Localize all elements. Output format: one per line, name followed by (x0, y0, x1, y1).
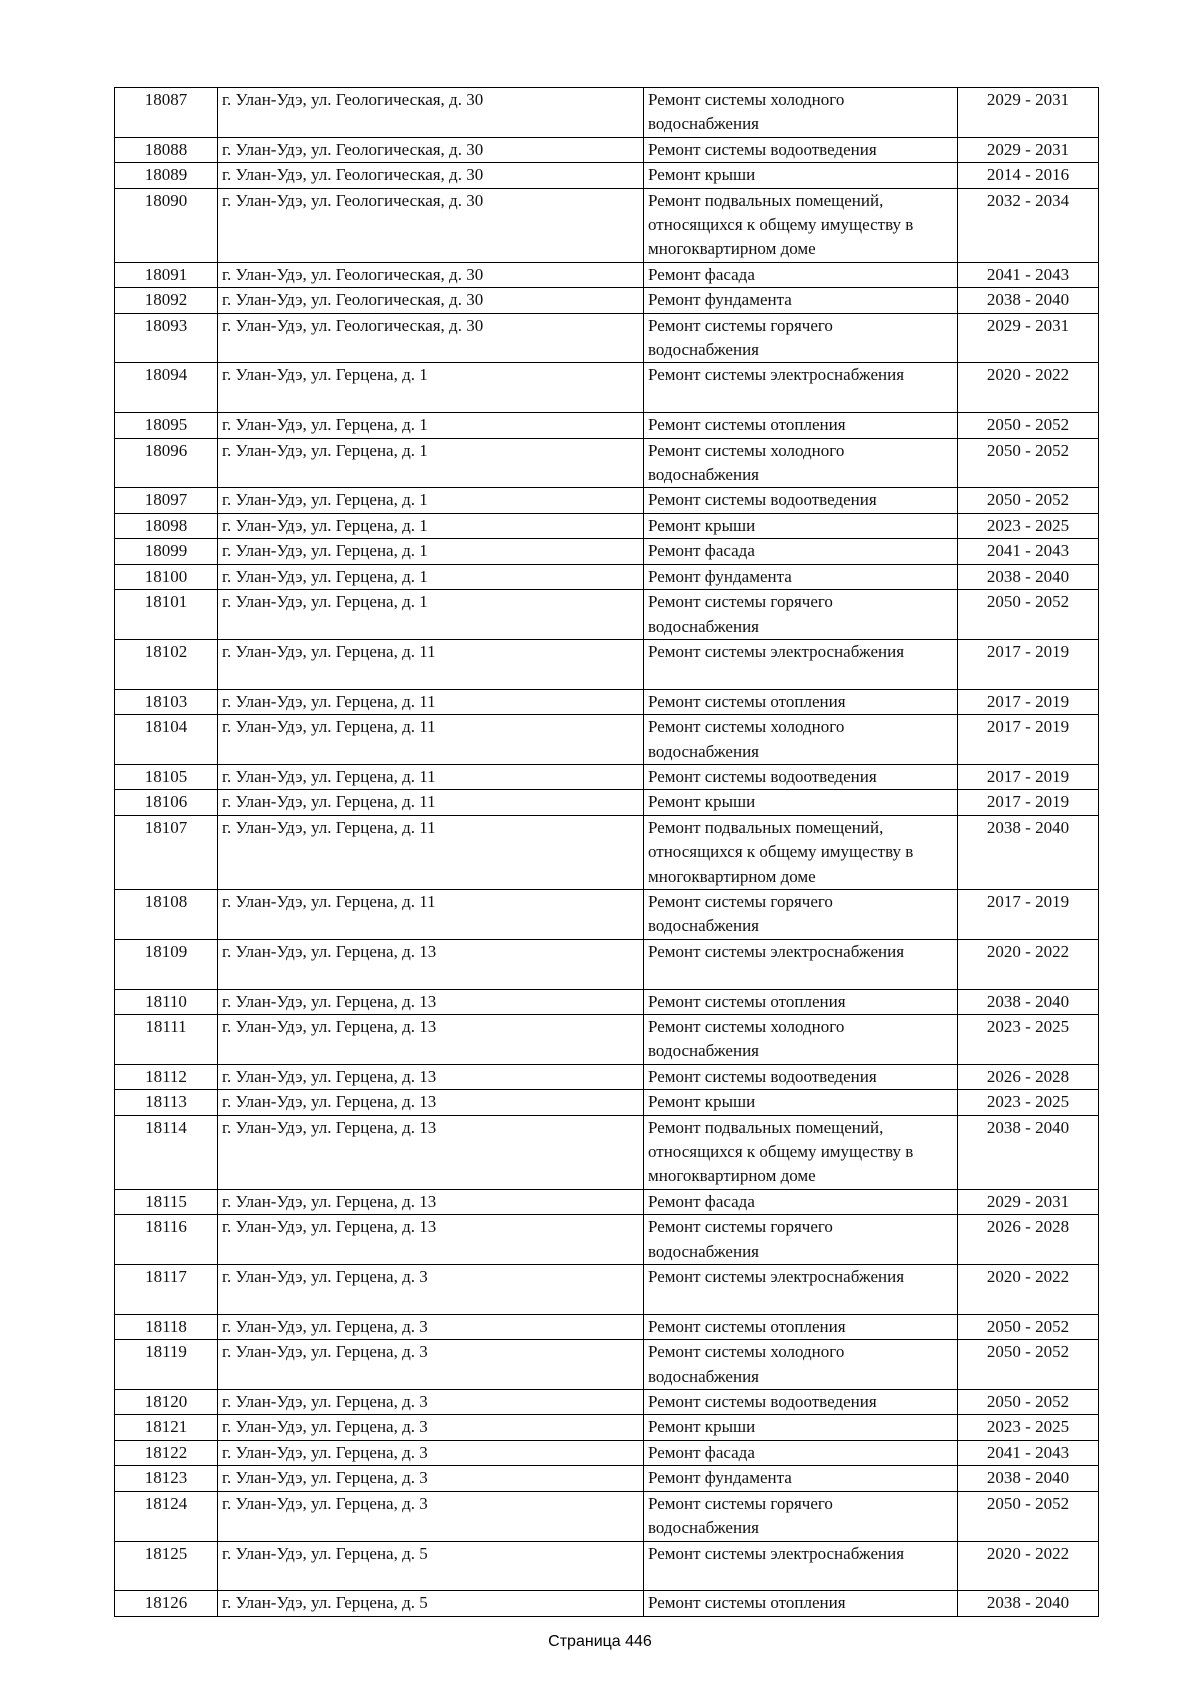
period-cell: 2020 - 2022 (958, 1265, 1099, 1315)
work-type-line: водоснабжения (648, 916, 759, 936)
table-row (115, 1014, 1099, 1064)
table-row (115, 363, 1099, 413)
work-type-line: Ремонт фундамента (648, 1468, 792, 1488)
record-number-cell: 18110 (115, 989, 218, 1014)
address-cell: г. Улан-Удэ, ул. Герцена, д. 1 (218, 488, 644, 513)
record-number-cell: 18094 (115, 363, 218, 413)
period-cell: 2050 - 2052 (958, 413, 1099, 438)
table-row (115, 1541, 1099, 1591)
address-cell: г. Улан-Удэ, ул. Герцена, д. 11 (218, 689, 644, 714)
period-cell: 2017 - 2019 (958, 639, 1099, 689)
address-cell: г. Улан-Удэ, ул. Герцена, д. 5 (218, 1541, 644, 1591)
work-type-cell (644, 163, 958, 188)
period-cell: 2038 - 2040 (958, 288, 1099, 313)
work-type-line: водоснабжения (648, 114, 759, 134)
address-cell: г. Улан-Удэ, ул. Герцена, д. 1 (218, 564, 644, 589)
address-cell: г. Улан-Удэ, ул. Геологическая, д. 30 (218, 188, 644, 262)
work-type-line: Ремонт системы горячего (648, 315, 833, 335)
period-cell: 2038 - 2040 (958, 1466, 1099, 1491)
table-row (115, 1466, 1099, 1491)
table-row (115, 790, 1099, 815)
record-number-cell: 18107 (115, 815, 218, 889)
period-cell: 2026 - 2028 (958, 1064, 1099, 1089)
period-cell: 2050 - 2052 (958, 1340, 1099, 1390)
work-type-line: Ремонт системы электроснабжения (648, 365, 905, 385)
work-type-cell (644, 188, 958, 262)
work-type-cell (644, 1491, 958, 1541)
work-type-line: Ремонт фасада (648, 1191, 755, 1211)
work-type-line: Ремонт фасада (648, 541, 755, 561)
work-type-cell (644, 539, 958, 564)
period-cell: 2017 - 2019 (958, 790, 1099, 815)
table-row (115, 764, 1099, 789)
address-cell: г. Улан-Удэ, ул. Герцена, д. 11 (218, 639, 644, 689)
work-type-line: Ремонт системы холодного (648, 1016, 845, 1036)
record-number-cell: 18087 (115, 88, 218, 138)
table-row (115, 939, 1099, 989)
record-number-cell: 18102 (115, 639, 218, 689)
table-row (115, 1090, 1099, 1115)
work-type-line: Ремонт крыши (648, 165, 756, 185)
table-row (115, 715, 1099, 765)
table-row (115, 438, 1099, 488)
work-type-cell (644, 1466, 958, 1491)
work-type-line: Ремонт крыши (648, 1092, 756, 1112)
work-type-cell (644, 1064, 958, 1089)
work-type-line: Ремонт системы электроснабжения (648, 641, 905, 661)
address-cell: г. Улан-Удэ, ул. Герцена, д. 1 (218, 590, 644, 640)
work-type-line: Ремонт системы отопления (648, 691, 846, 711)
work-type-line: Ремонт системы холодного (648, 717, 845, 737)
table-row (115, 689, 1099, 714)
work-type-cell (644, 438, 958, 488)
table-row (115, 1064, 1099, 1089)
table-row (115, 1591, 1099, 1616)
address-cell: г. Улан-Удэ, ул. Герцена, д. 3 (218, 1466, 644, 1491)
work-type-line: Ремонт фундамента (648, 290, 792, 310)
address-cell: г. Улан-Удэ, ул. Герцена, д. 3 (218, 1491, 644, 1541)
address-cell: г. Улан-Удэ, ул. Герцена, д. 13 (218, 1215, 644, 1265)
period-cell: 2038 - 2040 (958, 1115, 1099, 1189)
table-row (115, 163, 1099, 188)
address-cell: г. Улан-Удэ, ул. Герцена, д. 3 (218, 1390, 644, 1415)
period-cell: 2038 - 2040 (958, 815, 1099, 889)
work-type-line: Ремонт крыши (648, 515, 756, 535)
address-cell: г. Улан-Удэ, ул. Геологическая, д. 30 (218, 88, 644, 138)
work-type-line: водоснабжения (648, 1366, 759, 1386)
record-number-cell: 18118 (115, 1314, 218, 1339)
period-cell: 2050 - 2052 (958, 1390, 1099, 1415)
work-type-line: водоснабжения (648, 1041, 759, 1061)
record-number-cell: 18099 (115, 539, 218, 564)
work-type-cell (644, 989, 958, 1014)
record-number-cell: 18093 (115, 313, 218, 363)
work-type-line: Ремонт системы водоотведения (648, 490, 877, 510)
work-type-cell (644, 513, 958, 538)
work-type-cell (644, 1415, 958, 1440)
address-cell: г. Улан-Удэ, ул. Герцена, д. 11 (218, 790, 644, 815)
work-type-line: Ремонт системы водоотведения (648, 1066, 877, 1086)
table-row (115, 1215, 1099, 1265)
work-type-cell (644, 488, 958, 513)
period-cell: 2029 - 2031 (958, 137, 1099, 162)
period-cell: 2023 - 2025 (958, 1014, 1099, 1064)
work-type-cell (644, 1591, 958, 1616)
address-cell: г. Улан-Удэ, ул. Герцена, д. 1 (218, 513, 644, 538)
work-type-line: водоснабжения (648, 1518, 759, 1538)
period-cell: 2041 - 2043 (958, 1440, 1099, 1465)
work-type-cell (644, 1340, 958, 1390)
table-row (115, 889, 1099, 939)
table-row (115, 1390, 1099, 1415)
work-type-line: Ремонт системы горячего (648, 592, 833, 612)
record-number-cell: 18125 (115, 1541, 218, 1591)
work-type-line: Ремонт фундамента (648, 566, 792, 586)
work-type-cell (644, 715, 958, 765)
work-type-line: Ремонт подвальных помещений, (648, 1117, 884, 1137)
address-cell: г. Улан-Удэ, ул. Герцена, д. 13 (218, 1115, 644, 1189)
work-type-cell (644, 1090, 958, 1115)
table-row (115, 488, 1099, 513)
work-type-cell (644, 590, 958, 640)
work-type-cell (644, 1390, 958, 1415)
address-cell: г. Улан-Удэ, ул. Герцена, д. 3 (218, 1340, 644, 1390)
repair-schedule-table (114, 87, 1099, 1617)
work-type-cell (644, 1440, 958, 1465)
work-type-cell (644, 815, 958, 889)
table-row (115, 88, 1099, 138)
work-type-line: Ремонт системы отопления (648, 1593, 846, 1613)
work-type-cell (644, 88, 958, 138)
work-type-line: Ремонт системы водоотведения (648, 1392, 877, 1412)
record-number-cell: 18117 (115, 1265, 218, 1315)
period-cell: 2050 - 2052 (958, 590, 1099, 640)
period-cell: 2023 - 2025 (958, 1090, 1099, 1115)
work-type-cell (644, 1115, 958, 1189)
record-number-cell: 18103 (115, 689, 218, 714)
address-cell: г. Улан-Удэ, ул. Геологическая, д. 30 (218, 137, 644, 162)
work-type-line: Ремонт системы горячего (648, 891, 833, 911)
table-row (115, 989, 1099, 1014)
record-number-cell: 18108 (115, 889, 218, 939)
work-type-line: водоснабжения (648, 741, 759, 761)
period-cell: 2023 - 2025 (958, 1415, 1099, 1440)
work-type-cell (644, 1314, 958, 1339)
record-number-cell: 18123 (115, 1466, 218, 1491)
period-cell: 2029 - 2031 (958, 313, 1099, 363)
work-type-line: относящихся к общему имуществу в (648, 215, 914, 235)
table-row (115, 513, 1099, 538)
work-type-cell (644, 764, 958, 789)
record-number-cell: 18116 (115, 1215, 218, 1265)
record-number-cell: 18105 (115, 764, 218, 789)
work-type-line: многоквартирном доме (648, 239, 816, 259)
work-type-line: Ремонт системы горячего (648, 1493, 833, 1513)
period-cell: 2050 - 2052 (958, 1314, 1099, 1339)
address-cell: г. Улан-Удэ, ул. Герцена, д. 13 (218, 939, 644, 989)
work-type-line: Ремонт фасада (648, 264, 755, 284)
record-number-cell: 18120 (115, 1390, 218, 1415)
table-row (115, 1340, 1099, 1390)
work-type-line: Ремонт системы отопления (648, 991, 846, 1011)
table-row (115, 1189, 1099, 1214)
work-type-cell (644, 564, 958, 589)
work-type-line: водоснабжения (648, 465, 759, 485)
period-cell: 2020 - 2022 (958, 363, 1099, 413)
work-type-cell (644, 1265, 958, 1315)
work-type-line: водоснабжения (648, 1241, 759, 1261)
work-type-cell (644, 790, 958, 815)
address-cell: г. Улан-Удэ, ул. Герцена, д. 11 (218, 889, 644, 939)
work-type-line: Ремонт системы водоотведения (648, 139, 877, 159)
record-number-cell: 18101 (115, 590, 218, 640)
period-cell: 2017 - 2019 (958, 715, 1099, 765)
record-number-cell: 18106 (115, 790, 218, 815)
address-cell: г. Улан-Удэ, ул. Геологическая, д. 30 (218, 313, 644, 363)
work-type-cell (644, 137, 958, 162)
period-cell: 2017 - 2019 (958, 689, 1099, 714)
address-cell: г. Улан-Удэ, ул. Герцена, д. 13 (218, 1014, 644, 1064)
period-cell: 2020 - 2022 (958, 1541, 1099, 1591)
table-row (115, 539, 1099, 564)
record-number-cell: 18100 (115, 564, 218, 589)
record-number-cell: 18104 (115, 715, 218, 765)
record-number-cell: 18121 (115, 1415, 218, 1440)
work-type-line: относящихся к общему имуществу в (648, 1142, 914, 1162)
work-type-line: Ремонт системы холодного (648, 1342, 845, 1362)
period-cell: 2026 - 2028 (958, 1215, 1099, 1265)
address-cell: г. Улан-Удэ, ул. Герцена, д. 3 (218, 1440, 644, 1465)
work-type-line: Ремонт системы холодного (648, 90, 845, 109)
work-type-cell (644, 889, 958, 939)
address-cell: г. Улан-Удэ, ул. Герцена, д. 1 (218, 363, 644, 413)
period-cell: 2041 - 2043 (958, 539, 1099, 564)
record-number-cell: 18114 (115, 1115, 218, 1189)
work-type-line: Ремонт системы электроснабжения (648, 1543, 905, 1563)
record-number-cell: 18124 (115, 1491, 218, 1541)
table-row (115, 590, 1099, 640)
record-number-cell: 18095 (115, 413, 218, 438)
work-type-line: многоквартирном доме (648, 866, 816, 886)
work-type-cell (644, 1541, 958, 1591)
address-cell: г. Улан-Удэ, ул. Герцена, д. 11 (218, 764, 644, 789)
period-cell: 2038 - 2040 (958, 989, 1099, 1014)
record-number-cell: 18090 (115, 188, 218, 262)
period-cell: 2038 - 2040 (958, 1591, 1099, 1616)
table-row (115, 1440, 1099, 1465)
table-row (115, 815, 1099, 889)
record-number-cell: 18115 (115, 1189, 218, 1214)
work-type-line: Ремонт системы электроснабжения (648, 1267, 905, 1287)
record-number-cell: 18088 (115, 137, 218, 162)
record-number-cell: 18092 (115, 288, 218, 313)
work-type-line: Ремонт подвальных помещений, (648, 190, 884, 210)
work-type-line: Ремонт подвальных помещений, (648, 817, 884, 837)
work-type-line: водоснабжения (648, 616, 759, 636)
table-row (115, 564, 1099, 589)
address-cell: г. Улан-Удэ, ул. Герцена, д. 3 (218, 1265, 644, 1315)
period-cell: 2038 - 2040 (958, 564, 1099, 589)
table-row (115, 1415, 1099, 1440)
work-type-line: Ремонт системы горячего (648, 1217, 833, 1237)
table-row (115, 137, 1099, 162)
work-type-line: водоснабжения (648, 340, 759, 360)
address-cell: г. Улан-Удэ, ул. Герцена, д. 11 (218, 815, 644, 889)
table-row (115, 639, 1099, 689)
table-row (115, 313, 1099, 363)
record-number-cell: 18097 (115, 488, 218, 513)
work-type-cell (644, 1215, 958, 1265)
page-number: Страница 446 (548, 1633, 652, 1650)
work-type-cell (644, 689, 958, 714)
address-cell: г. Улан-Удэ, ул. Герцена, д. 3 (218, 1415, 644, 1440)
period-cell: 2029 - 2031 (958, 88, 1099, 138)
work-type-cell (644, 1014, 958, 1064)
record-number-cell: 18098 (115, 513, 218, 538)
address-cell: г. Улан-Удэ, ул. Герцена, д. 3 (218, 1314, 644, 1339)
work-type-line: Ремонт системы отопления (648, 1316, 846, 1336)
work-type-line: относящихся к общему имуществу в (648, 842, 914, 862)
record-number-cell: 18091 (115, 262, 218, 287)
period-cell: 2023 - 2025 (958, 513, 1099, 538)
record-number-cell: 18111 (115, 1014, 218, 1064)
period-cell: 2017 - 2019 (958, 764, 1099, 789)
period-cell: 2041 - 2043 (958, 262, 1099, 287)
work-type-line: Ремонт системы электроснабжения (648, 941, 905, 961)
table-row (115, 413, 1099, 438)
work-type-cell (644, 639, 958, 689)
table-row (115, 1265, 1099, 1315)
work-type-cell (644, 288, 958, 313)
address-cell: г. Улан-Удэ, ул. Геологическая, д. 30 (218, 262, 644, 287)
record-number-cell: 18126 (115, 1591, 218, 1616)
table-row (115, 288, 1099, 313)
record-number-cell: 18096 (115, 438, 218, 488)
address-cell: г. Улан-Удэ, ул. Герцена, д. 5 (218, 1591, 644, 1616)
work-type-cell (644, 262, 958, 287)
work-type-line: Ремонт системы отопления (648, 415, 846, 435)
work-type-line: Ремонт системы холодного (648, 440, 845, 460)
address-cell: г. Улан-Удэ, ул. Геологическая, д. 30 (218, 163, 644, 188)
work-type-cell (644, 313, 958, 363)
record-number-cell: 18122 (115, 1440, 218, 1465)
table-row (115, 1314, 1099, 1339)
work-type-line: многоквартирном доме (648, 1166, 816, 1186)
work-type-line: Ремонт фасада (648, 1442, 755, 1462)
address-cell: г. Улан-Удэ, ул. Герцена, д. 13 (218, 989, 644, 1014)
period-cell: 2050 - 2052 (958, 1491, 1099, 1541)
record-number-cell: 18119 (115, 1340, 218, 1390)
work-type-line: Ремонт системы водоотведения (648, 766, 877, 786)
period-cell: 2014 - 2016 (958, 163, 1099, 188)
work-type-cell (644, 939, 958, 989)
table-row (115, 188, 1099, 262)
address-cell: г. Улан-Удэ, ул. Герцена, д. 1 (218, 438, 644, 488)
record-number-cell: 18109 (115, 939, 218, 989)
work-type-cell (644, 1189, 958, 1214)
address-cell: г. Улан-Удэ, ул. Герцена, д. 13 (218, 1189, 644, 1214)
address-cell: г. Улан-Удэ, ул. Герцена, д. 13 (218, 1090, 644, 1115)
record-number-cell: 18089 (115, 163, 218, 188)
address-cell: г. Улан-Удэ, ул. Герцена, д. 13 (218, 1064, 644, 1089)
period-cell: 2050 - 2052 (958, 438, 1099, 488)
table-row (115, 1115, 1099, 1189)
record-number-cell: 18113 (115, 1090, 218, 1115)
address-cell: г. Улан-Удэ, ул. Геологическая, д. 30 (218, 288, 644, 313)
work-type-cell (644, 363, 958, 413)
period-cell: 2020 - 2022 (958, 939, 1099, 989)
address-cell: г. Улан-Удэ, ул. Герцена, д. 1 (218, 413, 644, 438)
period-cell: 2032 - 2034 (958, 188, 1099, 262)
work-type-line: Ремонт крыши (648, 1417, 756, 1437)
address-cell: г. Улан-Удэ, ул. Герцена, д. 1 (218, 539, 644, 564)
table-row (115, 262, 1099, 287)
period-cell: 2029 - 2031 (958, 1189, 1099, 1214)
table-row (115, 1491, 1099, 1541)
record-number-cell: 18112 (115, 1064, 218, 1089)
table-body (115, 88, 1099, 1617)
work-type-line: Ремонт крыши (648, 792, 756, 812)
period-cell: 2050 - 2052 (958, 488, 1099, 513)
address-cell: г. Улан-Удэ, ул. Герцена, д. 11 (218, 715, 644, 765)
period-cell: 2017 - 2019 (958, 889, 1099, 939)
work-type-cell (644, 413, 958, 438)
